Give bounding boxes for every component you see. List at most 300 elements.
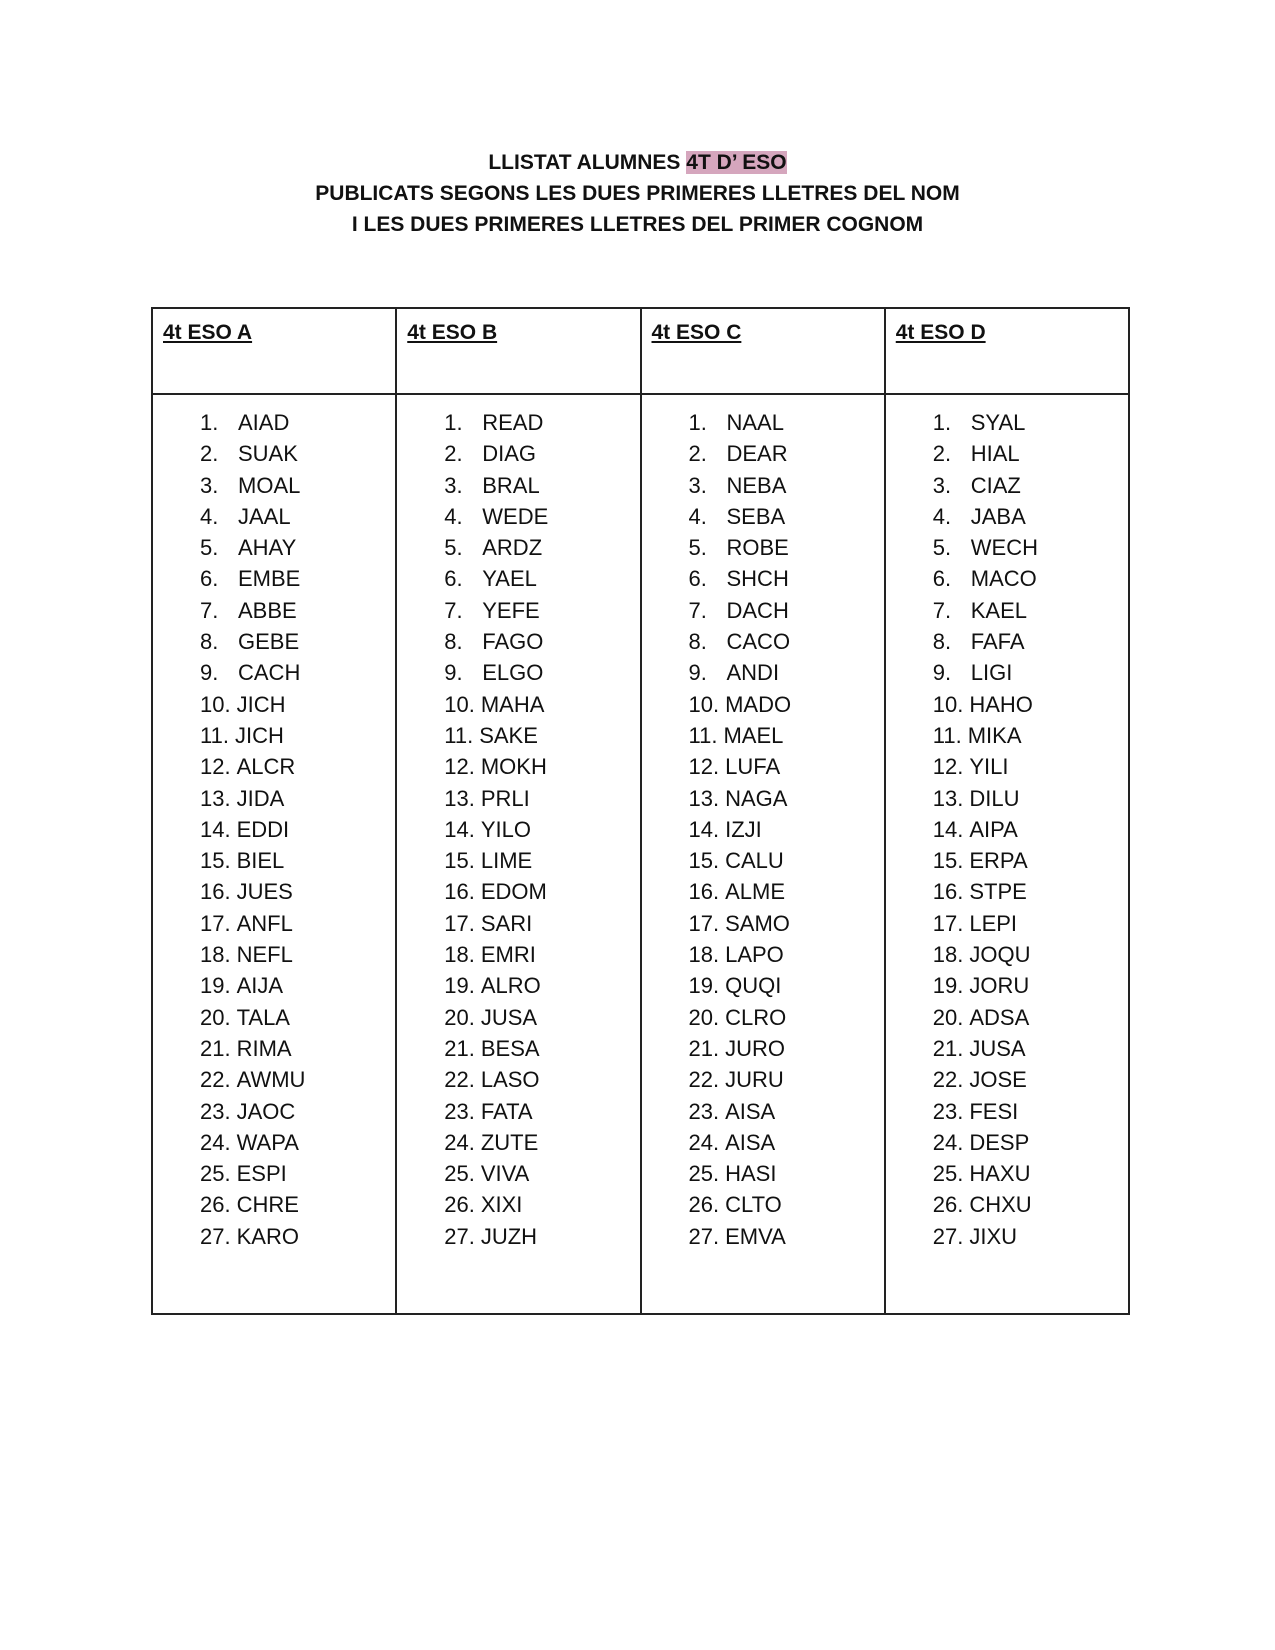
student-item <box>200 563 395 594</box>
student-item <box>444 1064 639 1095</box>
header-cell <box>152 308 396 394</box>
student-item <box>689 1033 884 1064</box>
student-code: ANFL <box>236 910 293 936</box>
student-item <box>933 908 1128 939</box>
item-number: 20. <box>444 1004 475 1030</box>
student-item <box>689 1064 884 1095</box>
item-number: 2. <box>688 441 707 467</box>
item-number: 15. <box>688 848 720 874</box>
student-code: JIDA <box>236 785 285 811</box>
student-code: CALU <box>725 848 784 874</box>
student-code: ANDI <box>726 660 780 686</box>
student-item <box>444 908 639 939</box>
student-item <box>444 939 639 970</box>
list-cell <box>152 394 396 1314</box>
student-item <box>200 1096 395 1127</box>
student-item <box>933 563 1128 594</box>
student-code: KARO <box>236 1223 299 1249</box>
item-number: 25. <box>200 1161 231 1187</box>
student-item <box>200 1189 395 1220</box>
item-number: 26. <box>444 1192 475 1218</box>
student-item <box>689 563 884 594</box>
student-code: YILO <box>480 816 531 842</box>
student-item <box>444 501 639 532</box>
student-code: CACH <box>238 660 301 686</box>
student-code: ARDZ <box>482 535 543 561</box>
student-item <box>200 1127 395 1158</box>
header-cell <box>641 308 885 394</box>
student-item <box>444 595 639 626</box>
student-item <box>444 1033 639 1064</box>
student-item <box>444 845 639 876</box>
student-code: STPE <box>969 879 1027 905</box>
student-item <box>200 438 395 469</box>
student-code: KAEL <box>970 597 1028 623</box>
item-number: 3. <box>444 472 463 498</box>
student-item <box>689 438 884 469</box>
item-number: 19. <box>932 973 964 999</box>
item-number: 5. <box>688 535 707 561</box>
student-code: DESP <box>969 1129 1030 1155</box>
item-number: 4. <box>444 503 463 529</box>
item-number: 1. <box>444 410 463 435</box>
student-item <box>933 814 1128 845</box>
student-item <box>689 1096 884 1127</box>
item-number: 17. <box>200 910 231 936</box>
student-code: EMVA <box>725 1223 786 1249</box>
student-code: ROBE <box>726 535 789 561</box>
student-item <box>933 876 1128 907</box>
item-number: 8. <box>444 629 463 655</box>
item-number: 22. <box>200 1067 231 1093</box>
item-number: 15. <box>444 848 475 874</box>
title-line-2: PUBLICATS SEGONS LES DUES PRIMERES LLETRES DEL NOM <box>315 182 960 205</box>
student-code: AWMU <box>236 1067 306 1093</box>
student-code: EDDI <box>236 816 290 842</box>
student-code: QUQI <box>725 973 782 999</box>
item-number: 13. <box>200 785 231 811</box>
item-number: 10. <box>200 691 231 717</box>
item-number: 14. <box>688 816 720 842</box>
student-item <box>200 657 395 688</box>
item-number: 15. <box>200 848 231 874</box>
student-item <box>689 1221 884 1252</box>
item-number: 21. <box>688 1035 720 1061</box>
item-number: 9. <box>200 660 219 686</box>
item-number: 12. <box>444 754 475 780</box>
student-item <box>933 626 1128 657</box>
student-code: HAXU <box>969 1161 1031 1187</box>
header-cell <box>885 308 1129 394</box>
item-number: 13. <box>688 785 720 811</box>
student-code: JURU <box>725 1067 784 1093</box>
student-code: VIVA <box>480 1161 530 1187</box>
student-item <box>200 1221 395 1252</box>
item-number: 23. <box>688 1098 720 1124</box>
student-item <box>933 939 1128 970</box>
list-cell <box>641 394 885 1314</box>
student-code: ESPI <box>236 1161 287 1187</box>
item-number: 27. <box>932 1223 964 1249</box>
item-number: 8. <box>932 629 952 655</box>
student-code: YILI <box>969 754 1009 780</box>
student-code: XIXI <box>480 1192 523 1218</box>
item-number: 20. <box>200 1004 231 1030</box>
student-item <box>444 720 639 751</box>
student-item <box>933 1033 1128 1064</box>
item-number: 4. <box>688 503 707 529</box>
student-code: SEBA <box>726 503 786 529</box>
student-code: JUES <box>236 879 293 905</box>
student-code: ALRO <box>480 973 541 999</box>
student-code: SARI <box>480 910 533 936</box>
item-number: 14. <box>932 816 964 842</box>
item-number: 21. <box>200 1035 231 1061</box>
student-item <box>444 1189 639 1220</box>
item-number: 5. <box>932 535 952 561</box>
item-number: 17. <box>688 910 720 936</box>
student-code: LUFA <box>725 754 781 780</box>
item-number: 6. <box>200 566 219 592</box>
class-highlight: 4T D’ ESO <box>686 151 787 174</box>
item-number: 2. <box>932 441 952 467</box>
item-number: 7. <box>932 597 952 623</box>
student-item <box>933 751 1128 782</box>
student-code: HAHO <box>969 691 1033 717</box>
student-code: LEPI <box>969 910 1018 936</box>
item-number: 11. <box>200 722 229 748</box>
item-number: 18. <box>688 942 720 968</box>
student-item <box>200 751 395 782</box>
item-number: 15. <box>932 848 964 874</box>
item-number: 25. <box>932 1161 964 1187</box>
item-number: 4. <box>200 503 219 529</box>
item-number: 14. <box>444 816 475 842</box>
item-number: 19. <box>688 973 720 999</box>
student-item <box>689 470 884 501</box>
student-code: AISA <box>725 1129 776 1155</box>
item-number: 20. <box>688 1004 720 1030</box>
item-number: 23. <box>200 1098 231 1124</box>
student-item <box>200 1064 395 1095</box>
student-code: FATA <box>480 1098 533 1124</box>
student-item <box>689 689 884 720</box>
item-number: 9. <box>932 660 952 686</box>
item-number: 1. <box>932 410 952 435</box>
student-code: DACH <box>726 597 789 623</box>
item-number: 4. <box>932 503 952 529</box>
student-item <box>200 845 395 876</box>
student-item <box>689 720 884 751</box>
item-number: 24. <box>444 1129 475 1155</box>
student-item <box>200 783 395 814</box>
student-item <box>200 908 395 939</box>
student-item <box>444 1002 639 1033</box>
list-cell <box>885 394 1129 1314</box>
student-code: TALA <box>236 1004 290 1030</box>
student-code: LASO <box>480 1067 540 1093</box>
student-code: PRLI <box>480 785 530 811</box>
item-number: 10. <box>688 691 720 717</box>
title-line-3: I LES DUES PRIMERES LLETRES DEL PRIMER COGNOM <box>351 213 924 236</box>
list-cell <box>396 394 640 1314</box>
student-code: ZUTE <box>480 1129 539 1155</box>
student-code: JAAL <box>238 503 291 529</box>
student-item <box>444 563 639 594</box>
item-number: 12. <box>932 754 964 780</box>
student-code: NEFL <box>236 942 293 968</box>
item-number: 1. <box>200 410 219 435</box>
item-number: 6. <box>688 566 707 592</box>
student-item <box>200 876 395 907</box>
student-code: FESI <box>969 1098 1019 1124</box>
item-number: 23. <box>444 1098 475 1124</box>
student-code: SAMO <box>725 910 790 936</box>
student-item <box>444 751 639 782</box>
item-number: 7. <box>444 597 463 623</box>
header-cell <box>396 308 640 394</box>
item-number: 7. <box>688 597 707 623</box>
student-code: JUSA <box>480 1004 538 1030</box>
item-number: 12. <box>200 754 231 780</box>
student-code: DIAG <box>482 441 537 467</box>
item-number: 20. <box>932 1004 964 1030</box>
student-code: ALME <box>725 879 786 905</box>
student-code: JIXU <box>969 1223 1018 1249</box>
student-code: ABBE <box>238 597 297 623</box>
item-number: 5. <box>444 535 463 561</box>
student-item <box>444 876 639 907</box>
item-number: 16. <box>932 879 964 905</box>
group-header: 4t ESO D <box>895 321 986 344</box>
student-item <box>200 595 395 626</box>
header-row <box>152 308 1129 394</box>
student-item <box>689 595 884 626</box>
student-item <box>444 1158 639 1189</box>
student-item <box>933 407 1128 438</box>
item-number: 18. <box>200 942 231 968</box>
student-code: DILU <box>969 785 1020 811</box>
item-number: 2. <box>444 441 463 467</box>
student-item <box>200 814 395 845</box>
student-item <box>689 1002 884 1033</box>
student-code: JABA <box>970 503 1026 529</box>
group-header: 4t ESO C <box>651 321 742 344</box>
student-code: LIME <box>480 848 533 874</box>
student-code: MAHA <box>480 691 545 717</box>
student-code: FAGO <box>482 629 544 655</box>
item-number: 22. <box>444 1067 475 1093</box>
student-item <box>933 657 1128 688</box>
item-number: 24. <box>200 1129 231 1155</box>
student-item <box>689 876 884 907</box>
item-number: 9. <box>688 660 707 686</box>
student-code: MOKH <box>480 754 547 780</box>
student-code: SAKE <box>479 722 538 748</box>
student-item <box>689 751 884 782</box>
student-item <box>933 845 1128 876</box>
student-item <box>933 1221 1128 1252</box>
student-item <box>444 689 639 720</box>
student-code: FAFA <box>970 629 1025 655</box>
student-item <box>689 814 884 845</box>
student-item <box>933 1127 1128 1158</box>
student-item <box>444 814 639 845</box>
student-item <box>200 970 395 1001</box>
student-code: ADSA <box>969 1004 1030 1030</box>
item-number: 22. <box>932 1067 964 1093</box>
student-code: JORU <box>969 973 1030 999</box>
item-number: 27. <box>688 1223 720 1249</box>
item-number: 12. <box>688 754 720 780</box>
item-number: 22. <box>688 1067 720 1093</box>
student-code: ERPA <box>969 848 1028 874</box>
item-number: 24. <box>688 1129 720 1155</box>
item-number: 10. <box>932 691 964 717</box>
item-number: 18. <box>444 942 475 968</box>
item-number: 19. <box>200 973 231 999</box>
student-code: JOQU <box>969 942 1031 968</box>
student-item <box>933 689 1128 720</box>
student-code: BIEL <box>236 848 285 874</box>
student-code: HASI <box>725 1161 777 1187</box>
student-item <box>444 1221 639 1252</box>
student-item <box>933 783 1128 814</box>
student-code: GEBE <box>238 629 300 655</box>
student-code: AIJA <box>236 973 284 999</box>
item-number: 11. <box>688 722 718 748</box>
student-code: AHAY <box>238 535 297 561</box>
item-number: 21. <box>444 1035 475 1061</box>
student-item <box>689 657 884 688</box>
item-number: 17. <box>932 910 964 936</box>
student-item <box>933 532 1128 563</box>
item-number: 11. <box>444 722 474 748</box>
student-item <box>933 1158 1128 1189</box>
student-code: ELGO <box>482 660 544 686</box>
student-code: CIAZ <box>970 472 1021 498</box>
student-item <box>200 939 395 970</box>
item-number: 24. <box>932 1129 964 1155</box>
student-list <box>689 407 884 1252</box>
student-item <box>689 501 884 532</box>
item-number: 16. <box>688 879 720 905</box>
item-number: 26. <box>932 1192 964 1218</box>
student-item <box>444 783 639 814</box>
list-row <box>152 394 1129 1314</box>
item-number: 23. <box>932 1098 964 1124</box>
student-item <box>444 438 639 469</box>
student-item <box>689 626 884 657</box>
student-item <box>444 470 639 501</box>
student-code: BRAL <box>482 472 540 498</box>
student-code: AISA <box>725 1098 776 1124</box>
item-number: 3. <box>200 472 219 498</box>
student-code: NAGA <box>725 785 788 811</box>
item-number: 16. <box>444 879 475 905</box>
student-code: IZJI <box>725 816 762 842</box>
student-code: READ <box>482 410 544 435</box>
student-code: JUSA <box>969 1035 1026 1061</box>
student-item <box>933 970 1128 1001</box>
student-code: HIAL <box>970 441 1020 467</box>
student-code: MACO <box>970 566 1037 592</box>
student-code: JICH <box>236 691 286 717</box>
student-code: BESA <box>480 1035 540 1061</box>
student-code: AIAD <box>238 410 290 435</box>
title-prefix: LLISTAT ALUMNES <box>488 151 687 174</box>
student-item <box>689 845 884 876</box>
student-item <box>689 532 884 563</box>
student-code: DEAR <box>726 441 788 467</box>
student-code: MIKA <box>967 722 1022 748</box>
student-item <box>200 1158 395 1189</box>
student-code: WAPA <box>236 1129 299 1155</box>
student-code: CHXU <box>969 1192 1032 1218</box>
item-number: 10. <box>444 691 475 717</box>
student-item <box>200 720 395 751</box>
student-item <box>200 407 395 438</box>
item-number: 8. <box>688 629 707 655</box>
item-number: 27. <box>444 1223 475 1249</box>
item-number: 21. <box>932 1035 964 1061</box>
student-item <box>200 689 395 720</box>
student-code: JUZH <box>480 1223 538 1249</box>
item-number: 14. <box>200 816 231 842</box>
student-item <box>689 407 884 438</box>
student-item <box>444 532 639 563</box>
item-number: 19. <box>444 973 475 999</box>
student-code: SUAK <box>238 441 298 467</box>
item-number: 2. <box>200 441 219 467</box>
student-list <box>444 407 639 1252</box>
item-number: 3. <box>932 472 952 498</box>
student-code: YEFE <box>482 597 540 623</box>
student-item <box>689 970 884 1001</box>
student-code: CLRO <box>725 1004 787 1030</box>
item-number: 13. <box>932 785 964 811</box>
item-number: 6. <box>932 566 952 592</box>
student-list <box>933 407 1128 1252</box>
student-code: EMRI <box>480 942 536 968</box>
student-item <box>444 1127 639 1158</box>
item-number: 8. <box>200 629 219 655</box>
student-code: WEDE <box>482 503 549 529</box>
student-code: EDOM <box>480 879 547 905</box>
item-number: 5. <box>200 535 219 561</box>
student-code: MADO <box>725 691 792 717</box>
student-code: AIPA <box>969 816 1018 842</box>
item-number: 9. <box>444 660 463 686</box>
student-item <box>689 908 884 939</box>
student-code: JAOC <box>236 1098 296 1124</box>
student-code: NAAL <box>726 410 784 435</box>
group-header: 4t ESO B <box>407 321 498 344</box>
student-item <box>933 501 1128 532</box>
student-item <box>689 939 884 970</box>
student-code: JURO <box>725 1035 785 1061</box>
student-item <box>200 501 395 532</box>
student-item <box>933 438 1128 469</box>
item-number: 16. <box>200 879 231 905</box>
student-code: MOAL <box>238 472 301 498</box>
student-code: LIGI <box>970 660 1013 686</box>
item-number: 1. <box>688 410 707 435</box>
item-number: 26. <box>688 1192 720 1218</box>
student-item <box>933 1064 1128 1095</box>
student-list-table <box>151 307 1130 1315</box>
item-number: 26. <box>200 1192 231 1218</box>
